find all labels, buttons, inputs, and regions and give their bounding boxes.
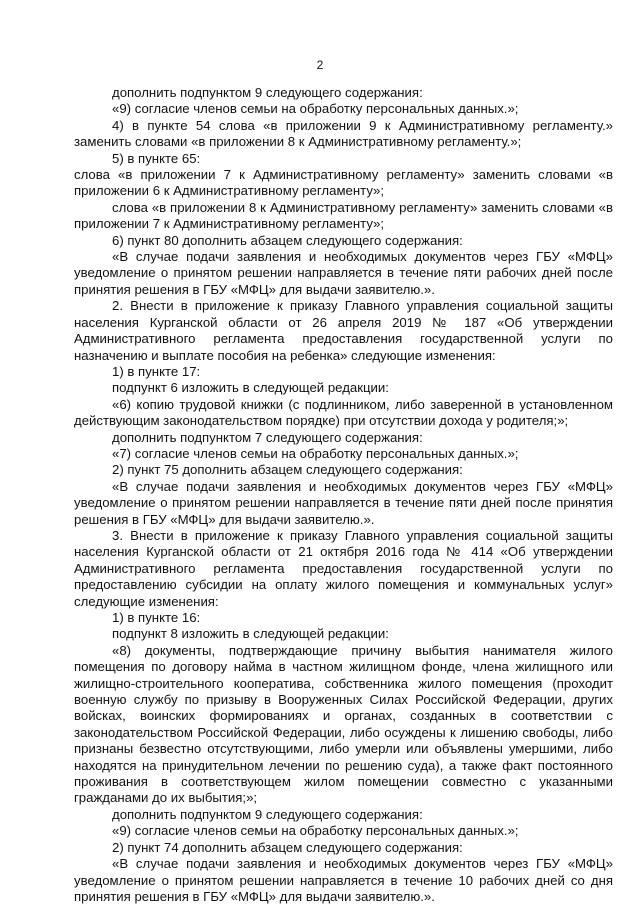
paragraph: «6) копию трудовой книжки (с подлинником, либо заверенной в установленном действующим законодательством порядке) при отсутствии дохода у родителя;»;: [74, 396, 613, 429]
paragraph: дополнить подпунктом 9 следующего содержания:: [112, 85, 423, 100]
paragraph: «9) согласие членов семьи на обработку персональных данных.»;: [112, 823, 519, 839]
paragraph: 6) пункт 80 дополнить абзацем следующего содержания:: [112, 232, 463, 248]
paragraph: дополнить подпунктом 9 следующего содержания:: [112, 806, 423, 822]
paragraph: подпункт 8 изложить в следующей редакции:: [112, 626, 389, 642]
paragraph: «В случае подачи заявления и необходимых документов через ГБУ «МФЦ» уведомление о принятом решении направляется в течение пяти рабочих дней после принятия решения в ГБУ «МФЦ» для выдачи заявителю.».: [74, 249, 613, 297]
document-body: [74, 85, 613, 905]
paragraph: «8) документы, подтверждающие причину выбытия нанимателя жилого помещения по договору найма в частном жилищном фонде, члена жилищного или жилищно-строительного кооператива, собственника жилого помещения (проходит военную службу по призыву в Вооруженных Силах Российской Федерации, других войсках, воинских формированиях и органах, созданных в соответствии с законодательством Российской Федерации, либо осуждены к лишению свободы, либо признаны безвестно отсутствующими, либо умерли или объявлены умершими, либо находятся на принудительном лечении по решению суда), а также факт постоянного проживания в соответствующем жилом помещении совместно с указанными гражданами до их выбытия;»;: [74, 642, 613, 806]
paragraph: 2. Внести в приложение к приказу Главного управления социальной защиты населения Курганской области от 26 апреля 2019 № 187 «Об утверждении Административного регламента предоставления государственной услуги по назначению и выплате пособия на ребенка» следующие изменения:: [74, 298, 613, 363]
paragraph: 2) пункт 74 дополнить абзацем следующего содержания:: [112, 839, 463, 855]
paragraph: «7) согласие членов семьи на обработку персональных данных.»;: [112, 445, 519, 461]
paragraph: 1) в пункте 16:: [112, 610, 201, 625]
paragraph: 4) в пункте 54 слова «в приложении 9 к Административному регламенту.» заменить словами «в приложении 8 к Административному регламенту.»;: [74, 117, 613, 150]
paragraph: дополнить подпунктом 7 следующего содержания:: [112, 429, 423, 445]
paragraph: 5) в пункте 65:: [112, 150, 201, 166]
paragraph: слова «в приложении 7 к Административному регламенту» заменить словами «в приложении 6 к Административному регламенту»;: [74, 167, 613, 199]
paragraph: «9) согласие членов семьи на обработку персональных данных.»;: [112, 101, 519, 117]
paragraph: «В случае подачи заявления и необходимых документов через ГБУ «МФЦ» уведомление о принятом решении направляется в течение 10 рабочих дней со дня принятия решения в ГБУ «МФЦ» для выдачи заявителю.».: [74, 856, 613, 904]
paragraph: 3. Внести в приложение к приказу Главного управления социальной защиты населения Курганской области от 21 октября 2016 года № 414 «Об утверждении Административного регламента предоставления государственной услуги по предоставлению субсидии на оплату жилого помещения и коммунальных услуг» следующие изменения:: [74, 527, 613, 609]
page-number: 2: [316, 58, 324, 72]
paragraph: 1) в пункте 17:: [112, 363, 201, 379]
paragraph: «В случае подачи заявления и необходимых документов через ГБУ «МФЦ» уведомление о принятом решении направляется в течение пяти дней после принятия решения в ГБУ «МФЦ» для выдачи заявителю.».: [74, 478, 613, 527]
paragraph: 2) пункт 75 дополнить абзацем следующего содержания:: [112, 462, 463, 478]
paragraph: слова «в приложении 8 к Административному регламенту» заменить словами «в приложении 7 к Административному регламенту»;: [74, 199, 613, 232]
paragraph: подпункт 6 изложить в следующей редакции:: [112, 380, 389, 396]
